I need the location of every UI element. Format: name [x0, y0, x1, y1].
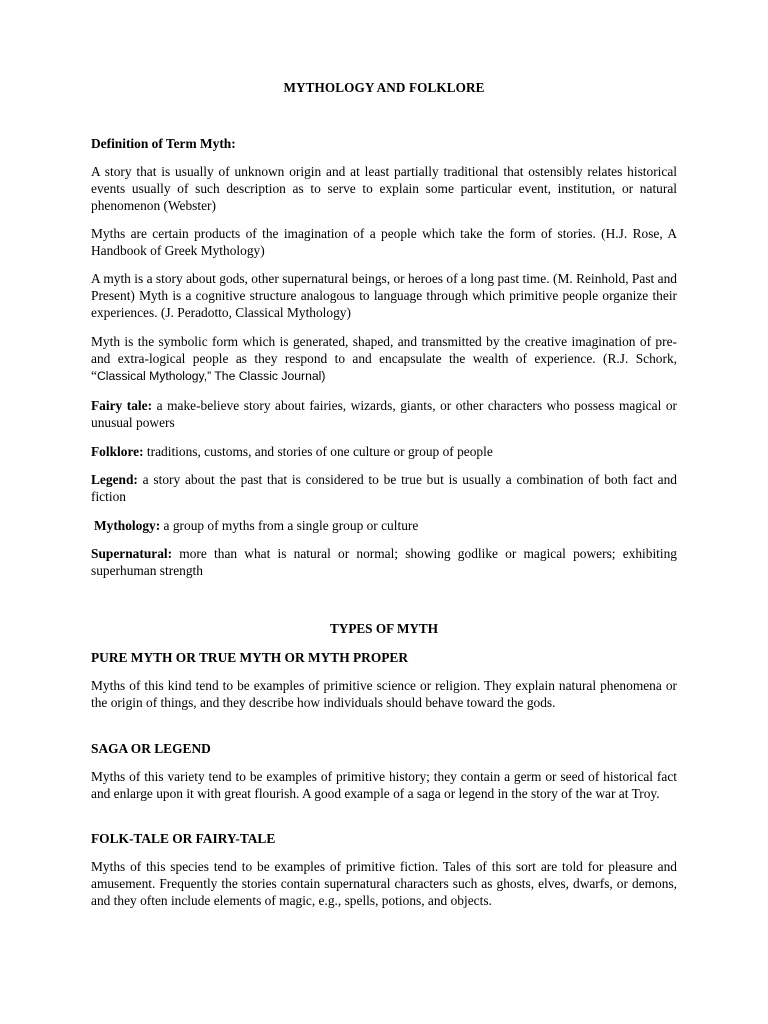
definition-supernatural: [91, 545, 677, 579]
type-heading-pure-myth: PURE MYTH OR TRUE MYTH OR MYTH PROPER: [91, 650, 409, 665]
definition-paragraph-webster: A story that is usually of unknown origin and at least partially traditional that ostensibly relates historical events usually of such description as to serve to explain some particular event, institution, or natural phenomenon (Webster): [91, 164, 677, 214]
definition-mythology: [94, 517, 680, 534]
definition-heading: Definition of Term Myth:: [91, 136, 236, 151]
definition-paragraph-rose: Myths are certain products of the imagination of a people which take the form of stories. (H.J. Rose, A Handbook of Greek Mythology): [91, 226, 677, 259]
type-heading-folk-tale: FOLK-TALE OR FAIRY-TALE: [91, 831, 276, 846]
document-title: MYTHOLOGY AND FOLKLORE: [283, 80, 485, 95]
definition-legend: [91, 471, 677, 505]
definition-folklore: [91, 443, 677, 460]
schork-text: Myth is the symbolic form which is generated, shaped, and transmitted by the creative imagination of pre- and extra-logical people as they respond to and encapsulate the wealth of experience. (R.J. Schork, “: [91, 334, 677, 384]
schork-citation: Classical Mythology,” The Classic Journal): [96, 369, 326, 384]
types-heading: TYPES OF MYTH: [330, 621, 438, 636]
type-text-saga: Myths of this variety tend to be examples of primitive history; they contain a germ or seed of historical fact and enlarge upon it with great flourish. A good example of a saga or legend in the story of the war at Troy.: [91, 769, 677, 802]
definition-paragraph-schork: [91, 333, 677, 386]
text-supernatural: more than what is natural or normal; showing godlike or magical powers; exhibiting superhuman strength: [91, 546, 677, 579]
text-folklore: traditions, customs, and stories of one culture or group of people: [143, 444, 493, 459]
definition-fairy-tale: [91, 397, 677, 431]
term-supernatural: Supernatural:: [91, 546, 173, 561]
text-fairy-tale: a make-believe story about fairies, wizards, giants, or other characters who possess magical or unusual powers: [91, 398, 678, 431]
term-legend: Legend:: [91, 472, 138, 487]
term-mythology: Mythology:: [94, 518, 161, 533]
type-heading-saga: SAGA OR LEGEND: [91, 741, 211, 756]
definition-paragraph-reinhold: A myth is a story about gods, other supernatural beings, or heroes of a long past time. (M. Reinhold, Past and Present) Myth is a cognitive structure analogous to language through which primitive people organize their experiences. (J. Peradotto, Classical Mythology): [91, 271, 677, 321]
type-text-pure-myth: Myths of this kind tend to be examples of primitive science or religion. They explain natural phenomena or the origin of things, and they describe how individuals should behave toward the gods.: [91, 678, 677, 711]
type-text-folk-tale: Myths of this species tend to be examples of primitive fiction. Tales of this sort are told for pleasure and amusement. Frequently the stories contain supernatural characters such as ghosts, elves, dwarfs, or demons, and they often include elements of magic, e.g., spells, potions, and objects.: [91, 859, 677, 909]
text-mythology: a group of myths from a single group or culture: [160, 518, 419, 533]
text-legend: a story about the past that is considered to be true but is usually a combination of both fact and fiction: [91, 472, 677, 505]
term-fairy-tale: Fairy tale:: [91, 398, 153, 413]
term-folklore: Folklore:: [91, 444, 144, 459]
